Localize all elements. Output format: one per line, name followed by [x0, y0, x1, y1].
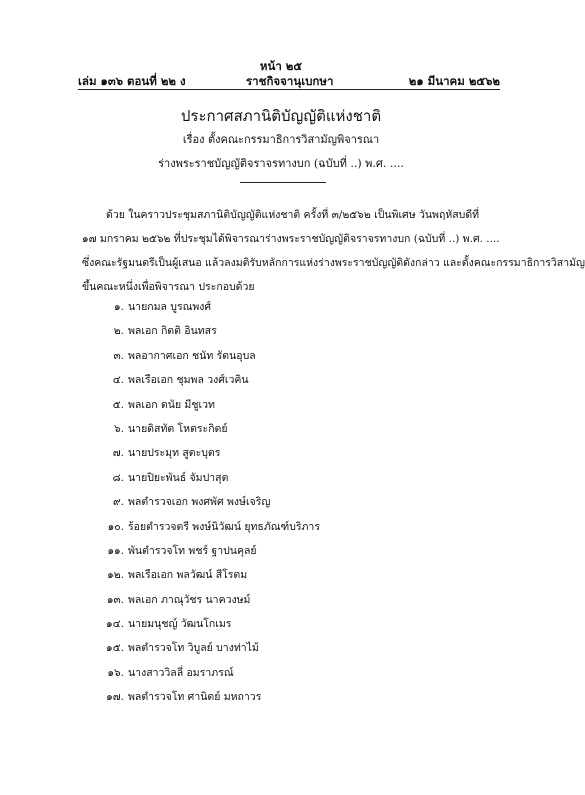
member-number: ๑๕.	[106, 642, 124, 655]
member-number: ๘.	[112, 471, 124, 484]
member-item	[102, 319, 462, 343]
member-item	[102, 393, 462, 417]
member-item	[102, 466, 462, 490]
member-number: ๕.	[112, 398, 124, 411]
member-name: ร้อยตำรวจตรี พงษ์นิวัฒน์ ยุทธภัณฑ์บริภาร	[128, 520, 320, 533]
member-number: ๑๗.	[106, 691, 124, 704]
member-name: พลเอก ดนัย มีชูเวท	[128, 398, 215, 411]
member-number: ๒.	[113, 325, 124, 338]
member-item	[102, 539, 462, 563]
member-item	[102, 636, 462, 660]
member-number: ๔.	[112, 374, 124, 387]
body-paragraph-line: ด้วย ในคราวประชุมสภานิติบัญญัติแห่งชาติ ครั้งที่ ๓/๒๕๖๒ เป็นพิเศษ วันพฤหัสบดีที่	[106, 209, 480, 221]
body-paragraph-line: ขึ้นคณะหนึ่งเพื่อพิจารณา ประกอบด้วย	[82, 281, 255, 293]
member-name: นายมนุชญ์ วัฒนโกเมร	[128, 618, 232, 631]
body-paragraph-line: ซึ่งคณะรัฐมนตรีเป็นผู้เสนอ แล้วลงมติรับหลักการแห่งร่างพระราชบัญญัติดังกล่าว และตั้งคณะกรรมาธิการวิสามัญ	[82, 257, 585, 269]
member-name: นางสาววิลลี่ อมราภรณ์	[128, 666, 234, 679]
body-paragraph-line: ๑๗ มกราคม ๒๕๖๒ ที่ประชุมได้พิจารณาร่างพระราชบัญญัติจราจรทางบก (ฉบับที่ ..) พ.ศ. ....	[82, 233, 500, 245]
member-number: ๑๑.	[107, 544, 124, 557]
member-item	[102, 295, 462, 319]
member-name: พลเรือเอก พลวัฒน์ สีโรตม	[128, 569, 248, 582]
member-item	[102, 661, 462, 685]
member-name: พลเอก ภาณุวัชร นาควงษม์	[128, 593, 251, 606]
member-name: พลตำรวจโท ศานิตย์ มหถาวร	[128, 691, 262, 704]
title-divider	[240, 182, 326, 183]
member-number: ๑๖.	[107, 666, 124, 679]
page-number: หน้า ๒๕	[259, 59, 303, 73]
member-item	[102, 612, 462, 636]
member-name: พลตำรวจเอก พงศพัศ พงษ์เจริญ	[128, 496, 271, 509]
member-number: ๑๔.	[106, 618, 124, 631]
member-number: ๖.	[113, 422, 124, 435]
member-item	[102, 344, 462, 368]
announcement-title: ประกาศสภานิติบัญญัติแห่งชาติ	[180, 107, 382, 125]
member-name: พลตำรวจโท วิบูลย์ บางท่าไม้	[128, 642, 259, 655]
gazette-name: ราชกิจจานุเบกษา	[246, 74, 334, 88]
member-item	[102, 441, 462, 465]
member-item	[102, 490, 462, 514]
gazette-date: ๒๑ มีนาคม ๒๕๖๒	[408, 74, 500, 88]
announcement-subject-line2: ร่างพระราชบัญญัติจราจรทางบก (ฉบับที่ ..) พ.ศ. ....	[158, 157, 404, 170]
volume-issue: เล่ม ๑๓๖ ตอนที่ ๒๒ ง	[78, 74, 186, 88]
member-item	[102, 563, 462, 587]
member-name: พันตำรวจโท พชร์ ฐาปนคุลย์	[128, 544, 257, 557]
member-item	[102, 685, 462, 709]
member-item	[102, 368, 462, 392]
member-number: ๑๒.	[107, 569, 124, 582]
member-item	[102, 515, 462, 539]
member-number: ๓.	[113, 349, 124, 362]
announcement-subject: เรื่อง ตั้งคณะกรรมาธิการวิสามัญพิจารณา	[182, 133, 380, 146]
member-name: นายดิสทัต โหตระกิตย์	[128, 422, 228, 435]
member-name: นายปิยะพันธ์ จัมปาสุต	[128, 471, 229, 484]
member-name: นายประมุท สูตะบุตร	[128, 447, 221, 460]
member-number: ๑๐.	[107, 520, 124, 533]
member-name: พลอากาศเอก ชนัท รัตนอุบล	[128, 349, 256, 362]
member-item	[102, 417, 462, 441]
member-name: พลเอก กิตติ อินทสร	[128, 325, 217, 338]
member-name: พลเรือเอก ชุมพล วงศ์เวคิน	[128, 374, 249, 387]
member-name: นายกมล บูรณพงศ์	[128, 301, 212, 313]
gazette-header	[78, 73, 500, 90]
member-number: ๙.	[112, 496, 124, 509]
member-number: ๑๓.	[106, 593, 124, 606]
member-item	[102, 588, 462, 612]
member-number: ๑.	[113, 301, 124, 313]
committee-member-list	[102, 295, 462, 710]
member-number: ๗.	[112, 447, 124, 460]
